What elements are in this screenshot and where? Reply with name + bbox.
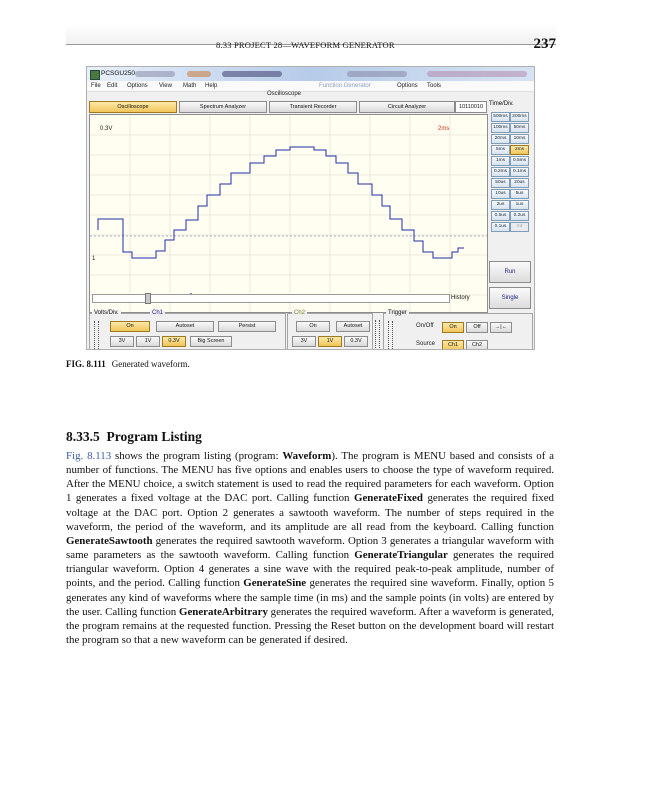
big-screen-button[interactable]: Big Screen — [190, 336, 232, 347]
function-name: GenerateTriangular — [354, 549, 448, 562]
time-div-panel — [489, 101, 531, 301]
paragraph-text: generates the required waveform. After a waveform is generated, the program remains at the requested function. Pressing the Reset button on the development board will restart the program so that a new waveform can be generated if desired. — [66, 605, 554, 647]
tdiv-500ms[interactable]: 500ms — [491, 112, 510, 122]
software-screenshot — [86, 66, 535, 350]
trigger-onoff-label: On/Off — [416, 323, 434, 329]
time-div-title: Time/Div. — [489, 101, 514, 107]
menu-view[interactable]: View — [159, 83, 172, 89]
ch1-0-3v-button[interactable]: 0.3V — [162, 336, 186, 347]
tdiv-20us[interactable]: 20us — [510, 178, 529, 188]
volts-div-title: Volts/Div. — [94, 310, 119, 316]
paragraph-text: generates the required sine waveform. Finally, option 5 generates any kind of waveforms where the sample time (in ms) and the sample points (in volts) are entered by the user. Calling function — [66, 577, 554, 618]
section-number: 8.33.5 — [66, 429, 100, 444]
section-title: Program Listing — [106, 429, 202, 444]
single-button[interactable]: Single — [489, 287, 531, 309]
toolbar-blur — [135, 71, 175, 77]
function-name: GenerateFixed — [354, 492, 423, 505]
ch2-volts-slider[interactable] — [375, 320, 380, 348]
menu-tools[interactable]: Tools — [427, 83, 442, 89]
ch2-group — [287, 310, 373, 350]
tdiv-0-5ms[interactable]: 0.5ms — [510, 156, 529, 166]
ch2-autoset-button[interactable]: Autoset — [336, 321, 370, 332]
ch2-on-button[interactable]: On — [296, 321, 330, 332]
waveform-chart — [90, 115, 487, 312]
function-name: GenerateSine — [243, 577, 307, 590]
running-header — [66, 24, 556, 52]
paragraph-text: generates the required triangular waveform. Option 4 generates a sine wave with the required peak-to-peak amplitude, number of points, and the period. Calling function — [66, 549, 554, 590]
window-title: PCSGU250 — [101, 70, 135, 77]
tdiv-50us[interactable]: 50us — [491, 178, 510, 188]
tdiv-2us[interactable]: 2us — [491, 200, 510, 210]
trigger-on-button[interactable]: On — [442, 322, 464, 333]
tab-circuit-analyzer[interactable]: Circuit Analyzer — [359, 101, 455, 113]
frequency-readout: 10110010 — [455, 101, 487, 113]
ch1-title: Ch1 — [152, 310, 164, 316]
time-label: 2ms — [438, 126, 450, 132]
oscilloscope-plot — [89, 114, 488, 313]
oscilloscope-label: Oscilloscope — [267, 91, 302, 97]
ch1-volts-slider[interactable] — [94, 321, 99, 349]
paragraph-text: ). The program is MENU based and consists of a number of functions. The MENU has five options and enables users to choose the type of waveform required. After the MENU choice, a switch statement is used to read the required parameters for each waveform. Option 1 generates a fixed voltage at the DAC port. Calling function — [66, 450, 555, 505]
ch2-title: Ch2 — [294, 310, 306, 316]
menu-options[interactable]: Options — [127, 83, 148, 89]
toolbar-blur — [427, 71, 527, 77]
tdiv-200ms[interactable]: 200ms — [510, 112, 529, 122]
menu-function-generator[interactable]: Function Generator — [319, 83, 371, 89]
tdiv-1us[interactable]: 1us — [510, 200, 529, 210]
tab-oscilloscope[interactable]: Oscilloscope — [89, 101, 177, 113]
figure-caption-text: Generated waveform. — [111, 359, 190, 369]
tdiv-0-1us[interactable]: 0.1us — [491, 222, 510, 232]
tdiv-10us[interactable]: 10us — [491, 189, 510, 199]
volt-label: 0.3V — [100, 126, 113, 132]
run-button[interactable]: Run — [489, 261, 531, 283]
paragraph-text: shows the program listing (program: — [111, 450, 283, 462]
paragraph-text: generates the required sawtooth waveform. Option 3 generates a triangular waveform with same parameters as the sawtooth waveform. Calling function — [66, 534, 554, 562]
history-thumb[interactable] — [145, 293, 151, 304]
ch1-1v-button[interactable]: 1V — [136, 336, 160, 347]
tab-spectrum-analyzer[interactable]: Spectrum Analyzer — [179, 101, 267, 113]
persist-button[interactable]: Persist — [218, 321, 276, 332]
tdiv-0-2ms[interactable]: 0.2ms — [491, 167, 510, 177]
tdiv-0-5us[interactable]: 0.5us — [491, 211, 510, 221]
trigger-source-ch2[interactable]: Ch2 — [466, 340, 488, 350]
app-icon — [90, 70, 100, 80]
ch1-3v-button[interactable]: 3V — [110, 336, 134, 347]
tdiv-5us[interactable]: 5us — [510, 189, 529, 199]
ch1-group — [89, 310, 286, 350]
trigger-source-label: Source — [416, 341, 436, 347]
figure-label: FIG. 8.111 — [66, 359, 106, 369]
menu-edit[interactable]: Edit — [107, 83, 118, 89]
tdiv-0-1ms[interactable]: 0.1ms — [510, 167, 529, 177]
ch2-1v-button[interactable]: 1V — [318, 336, 342, 347]
tdiv-xd[interactable]: Xd — [510, 222, 529, 232]
running-title: 8.33 PROJECT 28—WAVEFORM GENERATOR — [216, 40, 395, 50]
toolbar-blur — [347, 71, 407, 77]
trigger-arrow-button[interactable]: →|← — [490, 322, 512, 333]
trigger-title: Trigger — [388, 310, 407, 316]
tdiv-20ms[interactable]: 20ms — [491, 134, 510, 144]
toolbar-blur — [222, 71, 282, 77]
tdiv-2ms[interactable]: 2ms — [510, 145, 529, 155]
menu-options-right[interactable]: Options — [397, 83, 418, 89]
ch2-3v-button[interactable]: 3V — [292, 336, 316, 347]
function-name: GenerateArbitrary — [178, 605, 268, 618]
channel-marker: 1 — [92, 256, 96, 262]
trigger-off-button[interactable]: Off — [466, 322, 488, 333]
trigger-group — [383, 310, 533, 350]
section-heading — [66, 429, 202, 445]
body-paragraph — [66, 449, 554, 647]
function-name: GenerateSawtooth — [66, 534, 153, 547]
menu-bar — [87, 81, 534, 92]
program-name: Waveform — [282, 450, 332, 462]
tab-transient-recorder[interactable]: Transient Recorder — [269, 101, 357, 113]
page-number: 237 — [533, 36, 556, 52]
trigger-source-ch1[interactable]: Ch1 — [442, 340, 464, 350]
trigger-level-slider[interactable] — [388, 321, 393, 349]
tdiv-10ms[interactable]: 10ms — [510, 134, 529, 144]
menu-file[interactable]: File — [91, 83, 101, 89]
menu-math[interactable]: Math — [183, 83, 197, 89]
ch1-autoset-button[interactable]: Autoset — [156, 321, 214, 332]
figure-caption — [66, 359, 190, 369]
tdiv-5ms[interactable]: 5ms — [491, 145, 510, 155]
ch1-on-button[interactable]: On — [110, 321, 150, 332]
toolbar-blur — [187, 71, 211, 77]
tdiv-1ms[interactable]: 1ms — [491, 156, 510, 166]
figure-reference-link[interactable]: Fig. 8.113 — [66, 450, 112, 462]
history-scrollbar[interactable] — [92, 294, 450, 303]
tdiv-100ms[interactable]: 100ms — [491, 123, 510, 133]
tdiv-0-2us[interactable]: 0.2us — [510, 211, 529, 221]
menu-help[interactable]: Help — [205, 83, 218, 89]
plot-grid — [90, 115, 487, 312]
ch2-0-3v-button[interactable]: 0.3V — [344, 336, 368, 347]
paragraph-text: generates the required fixed voltage at the DAC port. Option 2 generates a sawtooth waveform. The number of steps required in the waveform, the period of the waveform, and its amplitude are all read from the keyboard. Calling function — [66, 492, 554, 533]
window-titlebar — [87, 67, 534, 81]
history-label[interactable]: History — [451, 295, 470, 301]
waveform-trace — [98, 147, 464, 258]
tdiv-50ms[interactable]: 50ms — [510, 123, 529, 133]
